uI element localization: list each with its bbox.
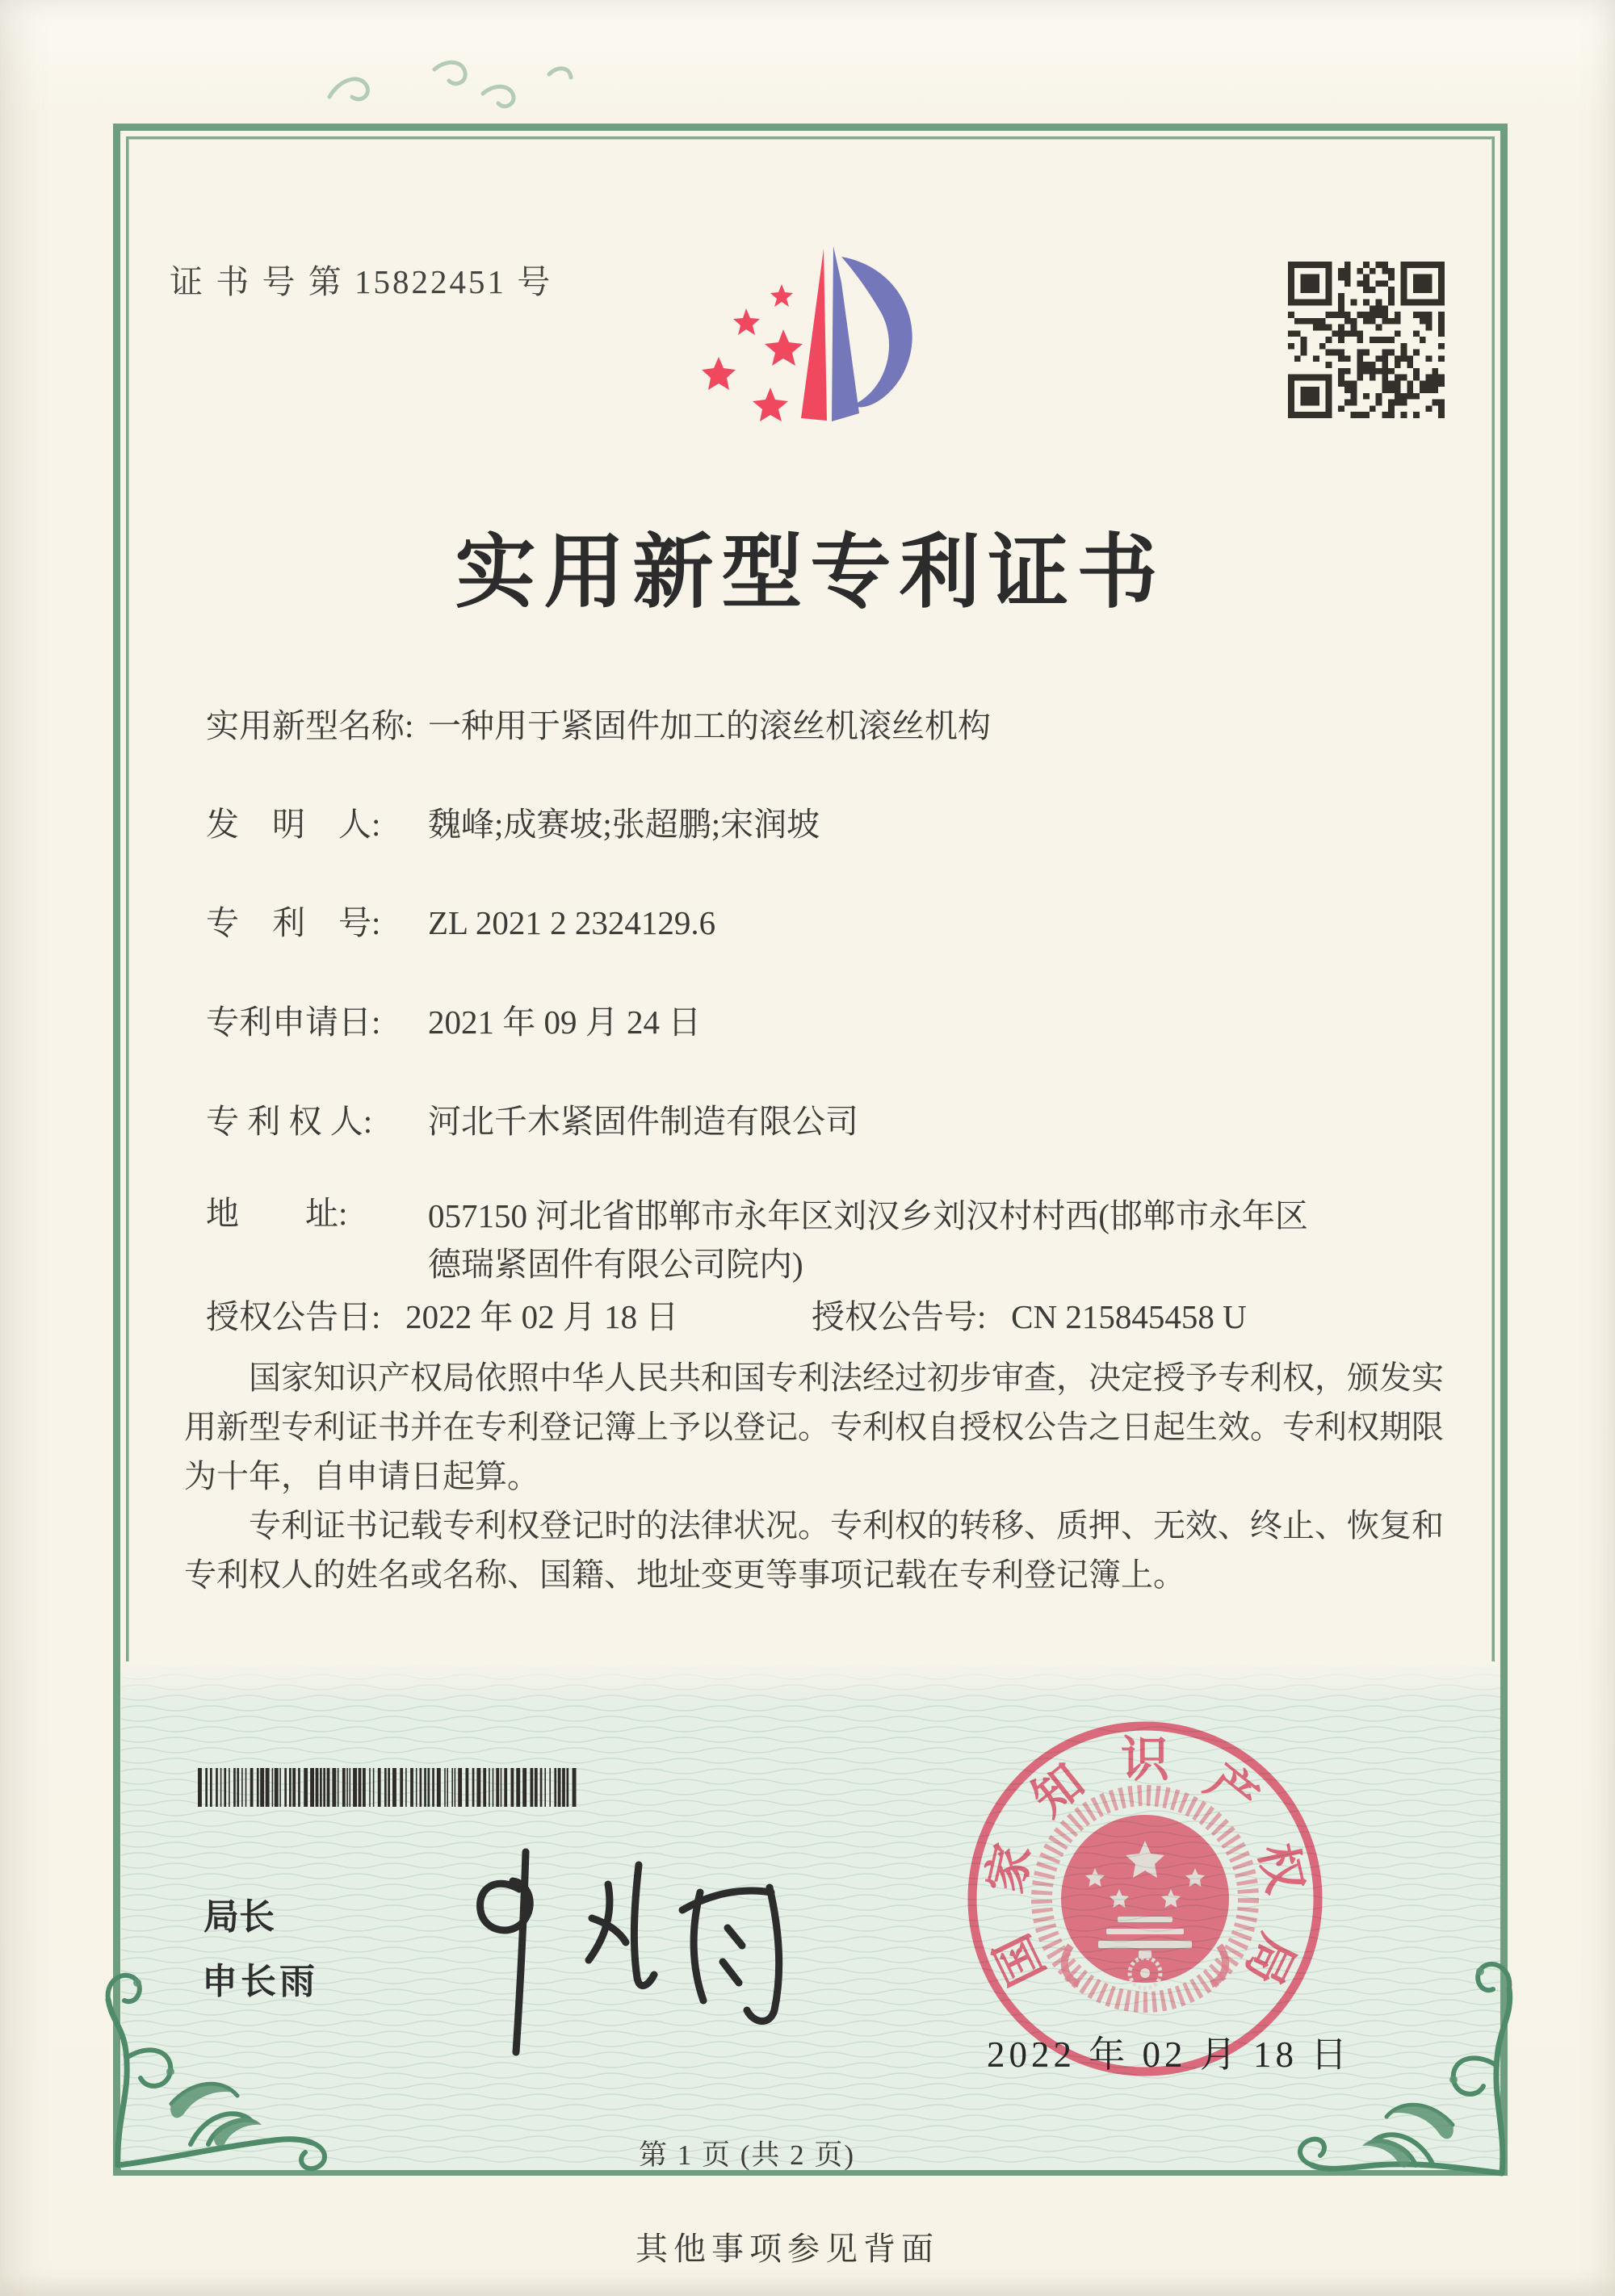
field-value: 一种用于紧固件加工的滚丝机滚丝机构 xyxy=(428,707,991,744)
national-emblem-icon xyxy=(1042,1795,1248,2002)
svg-text:局: 局 xyxy=(1235,1925,1305,1993)
barcode xyxy=(198,1768,577,1807)
legal-paragraph-2: 专利证书记载专利权登记时的法律状况。专利权的转移、质押、无效、终止、恢复和专利权人的姓名或名称、国籍、地址变更等事项记载在专利登记簿上。 xyxy=(184,1507,1444,1593)
field-label: 地 址: xyxy=(206,1195,348,1232)
grant-date-label: 授权公告日: xyxy=(206,1298,381,1335)
svg-text:识: 识 xyxy=(1121,1733,1169,1787)
field-value: 2021 年 09 月 24 日 xyxy=(428,1003,702,1041)
field-value: 057150 河北省邯郸市永年区刘汉乡刘汉村村西(邯郸市永年区德瑞紧固件有限公司院内) xyxy=(428,1197,1308,1283)
field-label: 发 明 人: xyxy=(206,806,381,843)
seal-date: 2022 年 02 月 18 日 xyxy=(987,2034,1352,2075)
legal-paragraph-1: 国家知识产权局依照中华人民共和国专利法经过初步审查，决定授予专利权，颁发实用新型专利证书并在专利登记簿上予以登记。专利权自授权公告之日起生效。专利权期限为十年，自申请日起算。 xyxy=(184,1360,1444,1494)
guilloche-top-fade xyxy=(121,1661,1500,1707)
grant-date-value: 2022 年 02 月 18 日 xyxy=(405,1298,679,1335)
director-signature xyxy=(416,1841,836,2067)
legal-statements xyxy=(184,1353,1449,1599)
svg-text:国: 国 xyxy=(985,1925,1055,1993)
field-address xyxy=(206,1192,1466,1288)
director-title-label: 局长 xyxy=(203,1897,275,1937)
field-patent-number xyxy=(206,901,1466,945)
field-patentee xyxy=(206,1100,1466,1143)
director-name: 申长雨 xyxy=(202,1962,318,2001)
field-label: 专 利 权 人: xyxy=(206,1103,373,1140)
field-label: 专 利 号: xyxy=(206,904,381,941)
page-number: 第 1 页 (共 2 页) xyxy=(638,2139,856,2171)
field-value: 河北千木紧固件制造有限公司 xyxy=(428,1103,858,1140)
field-value: ZL 2021 2 2324129.6 xyxy=(428,904,716,941)
svg-text:权: 权 xyxy=(1249,1838,1312,1898)
field-filing-date xyxy=(206,1000,1466,1044)
bottom-right-flourish-ornament xyxy=(1280,1928,1522,2188)
qr-code xyxy=(1288,262,1445,418)
back-side-note: 其他事项参见背面 xyxy=(636,2231,939,2267)
grant-announcement-row xyxy=(206,1290,1506,1338)
svg-text:家: 家 xyxy=(978,1838,1041,1898)
bottom-left-flourish-ornament xyxy=(94,1954,344,2188)
field-label: 实用新型名称: xyxy=(206,707,414,744)
grant-no-label: 授权公告号: xyxy=(812,1298,987,1335)
field-label: 专利申请日: xyxy=(206,1003,381,1041)
certificate-title: 实用新型专利证书 xyxy=(455,528,1166,618)
field-utility-model-name xyxy=(206,704,1466,748)
field-inventors xyxy=(206,802,1466,846)
grant-no-value: CN 215845458 U xyxy=(1011,1298,1247,1335)
svg-text:知: 知 xyxy=(1022,1754,1094,1827)
certificate-number: 证 书 号 第 15822451 号 xyxy=(170,263,553,300)
field-value: 魏峰;成赛坡;张超鹏;宋润坡 xyxy=(428,806,820,843)
top-edge-flourish-ornament xyxy=(313,47,580,115)
svg-text:产: 产 xyxy=(1196,1754,1268,1827)
cnipa-logo-icon xyxy=(688,234,932,436)
